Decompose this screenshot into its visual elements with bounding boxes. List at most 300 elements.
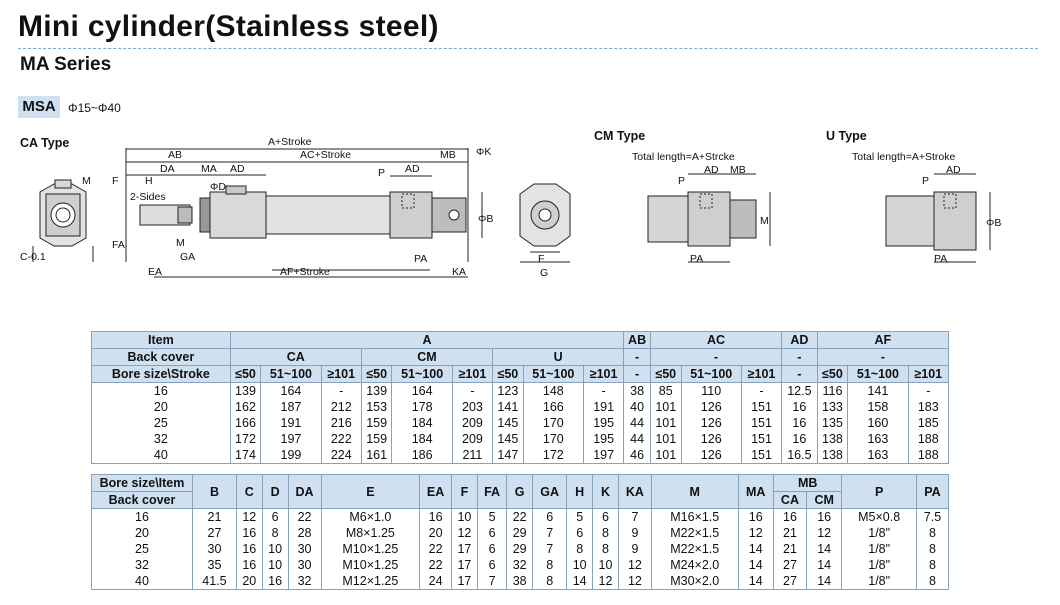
value-cell: 7	[477, 573, 506, 590]
table1-back-cover-ad: -	[782, 349, 818, 366]
table1-back-cover-ca: CA	[230, 349, 361, 366]
table1-header-ac: AC	[650, 332, 781, 349]
value-cell: 30	[288, 541, 321, 557]
value-cell: 8	[533, 557, 567, 573]
table-row	[92, 383, 949, 400]
table2-header-mb-cm: CM	[806, 492, 841, 509]
value-cell: 6	[567, 525, 593, 541]
cm-label-p: P	[678, 175, 686, 187]
table-row	[92, 509, 949, 526]
value-cell: 14	[806, 557, 841, 573]
label-g: G	[540, 267, 549, 279]
value-cell: 138	[817, 431, 848, 447]
label-ac-stroke: AC+Stroke	[300, 149, 352, 161]
value-cell: 7.5	[916, 509, 948, 526]
label-f-right: F	[538, 253, 545, 265]
value-cell: M10×1.25	[321, 557, 420, 573]
cm-label-pa: PA	[690, 253, 704, 265]
value-cell: 101	[650, 399, 681, 415]
value-cell: 7	[533, 525, 567, 541]
value-cell: 172	[523, 447, 583, 464]
value-cell: 20	[236, 573, 262, 590]
value-cell: 12	[738, 525, 773, 541]
label-ka: KA	[452, 266, 467, 278]
value-cell: 17	[452, 541, 478, 557]
label-ga: GA	[180, 251, 196, 263]
label-phi-d: ΦD	[210, 181, 226, 193]
label-phi-k: ΦK	[476, 146, 492, 158]
table1-bore-stroke-label: Bore size\Stroke	[92, 366, 231, 383]
table1-back-cover-u: U	[493, 349, 624, 366]
u-total-length: Total length=A+Stroke	[852, 151, 956, 163]
value-cell: 16	[782, 415, 818, 431]
value-cell: 183	[908, 399, 948, 415]
table-row	[92, 415, 949, 431]
value-cell: 133	[817, 399, 848, 415]
value-cell: 1/8"	[842, 573, 917, 590]
table2-header-fa: FA	[477, 475, 506, 509]
value-cell: 148	[523, 383, 583, 400]
value-cell: M12×1.25	[321, 573, 420, 590]
table1-header-a: A	[230, 332, 624, 349]
table2-header-h: H	[567, 475, 593, 509]
value-cell: M16×1.5	[651, 509, 738, 526]
value-cell: 16	[773, 509, 806, 526]
table2-header-c: C	[236, 475, 262, 509]
value-cell: 188	[908, 431, 948, 447]
value-cell: 12	[618, 573, 651, 590]
table2-header-ma: MA	[738, 475, 773, 509]
dimension-table-b	[91, 474, 949, 590]
table1-stroke-range: -	[624, 366, 651, 383]
label-mb: MB	[440, 149, 456, 161]
cm-side-view	[648, 174, 770, 262]
value-cell: 22	[507, 509, 533, 526]
table1-back-cover-ab: -	[624, 349, 651, 366]
bore-size-cell: 20	[92, 525, 193, 541]
value-cell: 8	[533, 573, 567, 590]
value-cell: 170	[523, 415, 583, 431]
page-title: Mini cylinder(Stainless steel)	[18, 10, 439, 43]
table2-header-f: F	[452, 475, 478, 509]
value-cell: 16	[262, 573, 288, 590]
u-type-label: U Type	[826, 129, 867, 143]
u-label-p: P	[922, 175, 930, 187]
value-cell: 126	[681, 415, 741, 431]
value-cell: 188	[908, 447, 948, 464]
technical-drawings	[0, 0, 1060, 300]
value-cell: 12	[236, 509, 262, 526]
label-a-stroke: A+Stroke	[268, 136, 312, 148]
value-cell: 153	[361, 399, 392, 415]
label-two-sides: 2-Sides	[130, 191, 166, 203]
table2-header-g: G	[507, 475, 533, 509]
value-cell: M6×1.0	[321, 509, 420, 526]
value-cell: 197	[584, 447, 624, 464]
value-cell: 6	[477, 541, 506, 557]
value-cell: 27	[773, 557, 806, 573]
value-cell: 9	[618, 525, 651, 541]
label-p: P	[378, 167, 386, 179]
value-cell: 21	[193, 509, 237, 526]
table1-stroke-range: ≥101	[908, 366, 948, 383]
value-cell: 101	[650, 431, 681, 447]
table2-header-m: M	[651, 475, 738, 509]
bore-size-cell: 25	[92, 415, 231, 431]
value-cell: 178	[392, 399, 452, 415]
label-ma: MA	[201, 163, 217, 175]
cm-total-length: Total length=A+Strcke	[632, 151, 735, 163]
label-ea: EA	[148, 266, 163, 278]
value-cell: 162	[230, 399, 261, 415]
bore-size-cell: 16	[92, 509, 193, 526]
table-row	[92, 399, 949, 415]
value-cell: 7	[618, 509, 651, 526]
value-cell: 40	[624, 399, 651, 415]
table2-header-mb-ca: CA	[773, 492, 806, 509]
value-cell: 27	[193, 525, 237, 541]
value-cell: 164	[261, 383, 321, 400]
value-cell: 160	[848, 415, 908, 431]
value-cell: 16	[738, 509, 773, 526]
value-cell: 8	[916, 557, 948, 573]
value-cell: 8	[593, 541, 619, 557]
value-cell: 212	[321, 399, 361, 415]
value-cell: 222	[321, 431, 361, 447]
value-cell: 8	[916, 573, 948, 590]
value-cell: 44	[624, 415, 651, 431]
value-cell: 139	[230, 383, 261, 400]
bore-size-cell: 40	[92, 447, 231, 464]
value-cell: 20	[420, 525, 452, 541]
table2-header-d: D	[262, 475, 288, 509]
value-cell: 8	[567, 541, 593, 557]
value-cell: M22×1.5	[651, 525, 738, 541]
value-cell: 126	[681, 431, 741, 447]
value-cell: 139	[361, 383, 392, 400]
value-cell: 116	[817, 383, 848, 400]
value-cell: 138	[817, 447, 848, 464]
value-cell: -	[452, 383, 492, 400]
label-ad-2: AD	[405, 163, 420, 175]
value-cell: 12	[593, 573, 619, 590]
table1-group-header-row	[92, 332, 949, 349]
label-da: DA	[160, 163, 175, 175]
value-cell: 38	[507, 573, 533, 590]
value-cell: 159	[361, 415, 392, 431]
table1-body	[92, 383, 949, 464]
ca-end-view-left	[33, 180, 93, 262]
value-cell: 14	[567, 573, 593, 590]
table2-header-e: E	[321, 475, 420, 509]
table1-stroke-range: 51~100	[848, 366, 908, 383]
value-cell: 10	[593, 557, 619, 573]
value-cell: 16	[236, 557, 262, 573]
table1-stroke-range: ≤50	[230, 366, 261, 383]
value-cell: 6	[477, 525, 506, 541]
value-cell: 30	[288, 557, 321, 573]
label-m-bottom: M	[176, 237, 185, 249]
value-cell: -	[908, 383, 948, 400]
value-cell: 158	[848, 399, 908, 415]
value-cell: M5×0.8	[842, 509, 917, 526]
value-cell: 145	[493, 415, 524, 431]
table-row	[92, 573, 949, 590]
u-label-phi-b: ΦB	[986, 217, 1002, 229]
table1-stroke-range: ≥101	[321, 366, 361, 383]
dimension-table-a	[91, 331, 949, 464]
value-cell: 22	[288, 509, 321, 526]
table1-stroke-range: ≤50	[361, 366, 392, 383]
value-cell: 85	[650, 383, 681, 400]
value-cell: 1/8"	[842, 557, 917, 573]
value-cell: 110	[681, 383, 741, 400]
value-cell: 5	[477, 509, 506, 526]
value-cell: 21	[773, 541, 806, 557]
cm-type-label: CM Type	[594, 129, 646, 143]
value-cell: 147	[493, 447, 524, 464]
value-cell: 41.5	[193, 573, 237, 590]
label-c-tol: C-0.1	[20, 251, 46, 263]
model-badge: MSA	[18, 96, 60, 118]
cm-label-mb: MB	[730, 164, 746, 176]
value-cell: 12	[452, 525, 478, 541]
value-cell: 184	[392, 415, 452, 431]
value-cell: 151	[741, 415, 781, 431]
value-cell: 211	[452, 447, 492, 464]
value-cell: 8	[262, 525, 288, 541]
table2-header-da: DA	[288, 475, 321, 509]
value-cell: 151	[741, 431, 781, 447]
value-cell: 224	[321, 447, 361, 464]
table2-header-ga: GA	[533, 475, 567, 509]
value-cell: 170	[523, 431, 583, 447]
bore-size-cell: 40	[92, 573, 193, 590]
label-ad: AD	[230, 163, 245, 175]
value-cell: 27	[773, 573, 806, 590]
value-cell: 1/8"	[842, 541, 917, 557]
value-cell: 163	[848, 431, 908, 447]
table2-header-p: P	[842, 475, 917, 509]
value-cell: 191	[261, 415, 321, 431]
table1-header-ad: AD	[782, 332, 818, 349]
table1-stroke-row	[92, 366, 949, 383]
value-cell: 191	[584, 399, 624, 415]
value-cell: 12	[806, 525, 841, 541]
value-cell: 32	[507, 557, 533, 573]
value-cell: 216	[321, 415, 361, 431]
table-row	[92, 525, 949, 541]
value-cell: 141	[493, 399, 524, 415]
value-cell: 14	[738, 573, 773, 590]
ca-type-label: CA Type	[20, 136, 70, 150]
value-cell: 22	[420, 557, 452, 573]
value-cell: 145	[493, 431, 524, 447]
value-cell: 185	[908, 415, 948, 431]
bore-size-cell: 32	[92, 431, 231, 447]
table1-back-cover-label: Back cover	[92, 349, 231, 366]
value-cell: 22	[420, 541, 452, 557]
value-cell: M24×2.0	[651, 557, 738, 573]
value-cell: 5	[567, 509, 593, 526]
value-cell: 166	[230, 415, 261, 431]
table1-back-cover-af: -	[817, 349, 948, 366]
value-cell: 28	[288, 525, 321, 541]
ca-end-view-right	[520, 184, 570, 262]
table1-stroke-range: 51~100	[523, 366, 583, 383]
value-cell: 163	[848, 447, 908, 464]
value-cell: 21	[773, 525, 806, 541]
table-row	[92, 541, 949, 557]
value-cell: 6	[477, 557, 506, 573]
table1-back-cover-row	[92, 349, 949, 366]
value-cell: 135	[817, 415, 848, 431]
value-cell: M10×1.25	[321, 541, 420, 557]
label-h: H	[145, 175, 153, 187]
value-cell: 151	[741, 399, 781, 415]
bore-size-cell: 16	[92, 383, 231, 400]
series-title: MA Series	[20, 54, 112, 75]
table2-body	[92, 509, 949, 590]
table1-header-af: AF	[817, 332, 948, 349]
value-cell: 10	[262, 557, 288, 573]
value-cell: 14	[806, 573, 841, 590]
value-cell: 1/8"	[842, 525, 917, 541]
value-cell: 16	[236, 541, 262, 557]
bore-range: Φ15~Φ40	[68, 101, 121, 115]
table1-stroke-range: 51~100	[392, 366, 452, 383]
table1-header-item: Item	[92, 332, 231, 349]
value-cell: 174	[230, 447, 261, 464]
value-cell: 9	[618, 541, 651, 557]
value-cell: 14	[738, 541, 773, 557]
table1-stroke-range: ≥101	[741, 366, 781, 383]
value-cell: 12	[618, 557, 651, 573]
value-cell: 10	[452, 509, 478, 526]
value-cell: 161	[361, 447, 392, 464]
table1-stroke-range: ≤50	[493, 366, 524, 383]
value-cell: 126	[681, 447, 741, 464]
value-cell: 10	[262, 541, 288, 557]
bore-size-cell: 32	[92, 557, 193, 573]
bore-size-cell: 20	[92, 399, 231, 415]
value-cell: 16.5	[782, 447, 818, 464]
value-cell: 17	[452, 557, 478, 573]
label-af-stroke: AF+Stroke	[280, 266, 330, 278]
table1-header-ab: AB	[624, 332, 651, 349]
table2-header-b: B	[193, 475, 237, 509]
value-cell: 8	[916, 541, 948, 557]
value-cell: 184	[392, 431, 452, 447]
cm-label-ad: AD	[704, 164, 719, 176]
value-cell: 6	[262, 509, 288, 526]
table1-stroke-range: 51~100	[681, 366, 741, 383]
table2-header-row	[92, 475, 949, 492]
value-cell: 197	[261, 431, 321, 447]
value-cell: 12.5	[782, 383, 818, 400]
label-ab: AB	[168, 149, 183, 161]
u-side-view	[886, 174, 990, 262]
value-cell: 32	[288, 573, 321, 590]
value-cell: 209	[452, 415, 492, 431]
value-cell: 101	[650, 415, 681, 431]
value-cell: 16	[782, 431, 818, 447]
value-cell: 14	[806, 541, 841, 557]
table1-stroke-range: ≥101	[452, 366, 492, 383]
label-phi-b: ΦB	[478, 213, 494, 225]
value-cell: 101	[650, 447, 681, 464]
value-cell: 203	[452, 399, 492, 415]
value-cell: 14	[738, 557, 773, 573]
value-cell: 123	[493, 383, 524, 400]
label-fa: FA	[112, 239, 125, 251]
value-cell: 17	[452, 573, 478, 590]
table1-stroke-range: ≥101	[584, 366, 624, 383]
value-cell: -	[584, 383, 624, 400]
table1-stroke-range: 51~100	[261, 366, 321, 383]
value-cell: 8	[593, 525, 619, 541]
value-cell: 38	[624, 383, 651, 400]
table1-stroke-range: -	[782, 366, 818, 383]
table2-header-back-cover: Back cover	[92, 492, 193, 509]
value-cell: M8×1.25	[321, 525, 420, 541]
value-cell: 16	[420, 509, 452, 526]
value-cell: 24	[420, 573, 452, 590]
value-cell: 46	[624, 447, 651, 464]
u-label-ad: AD	[946, 164, 961, 176]
value-cell: 16	[782, 399, 818, 415]
table1-stroke-range: ≤50	[817, 366, 848, 383]
value-cell: 195	[584, 431, 624, 447]
value-cell: M22×1.5	[651, 541, 738, 557]
value-cell: 187	[261, 399, 321, 415]
value-cell: 10	[567, 557, 593, 573]
value-cell: 6	[533, 509, 567, 526]
value-cell: -	[741, 383, 781, 400]
table-row	[92, 431, 949, 447]
value-cell: 29	[507, 541, 533, 557]
value-cell: 186	[392, 447, 452, 464]
value-cell: 6	[593, 509, 619, 526]
value-cell: -	[321, 383, 361, 400]
table1-stroke-range: ≤50	[650, 366, 681, 383]
u-label-pa: PA	[934, 253, 948, 265]
value-cell: 7	[533, 541, 567, 557]
value-cell: 16	[806, 509, 841, 526]
bore-size-cell: 25	[92, 541, 193, 557]
value-cell: 35	[193, 557, 237, 573]
table2-header-ka: KA	[618, 475, 651, 509]
table2-header-item: Bore size\Item	[92, 475, 193, 492]
table2-header-k: K	[593, 475, 619, 509]
value-cell: 199	[261, 447, 321, 464]
value-cell: 172	[230, 431, 261, 447]
table2-header-pa: PA	[916, 475, 948, 509]
value-cell: M30×2.0	[651, 573, 738, 590]
value-cell: 16	[236, 525, 262, 541]
value-cell: 209	[452, 431, 492, 447]
table-row	[92, 447, 949, 464]
value-cell: 29	[507, 525, 533, 541]
cm-label-m: M	[760, 215, 769, 227]
value-cell: 8	[916, 525, 948, 541]
label-f: F	[112, 175, 119, 187]
value-cell: 44	[624, 431, 651, 447]
value-cell: 126	[681, 399, 741, 415]
value-cell: 151	[741, 447, 781, 464]
value-cell: 141	[848, 383, 908, 400]
value-cell: 30	[193, 541, 237, 557]
